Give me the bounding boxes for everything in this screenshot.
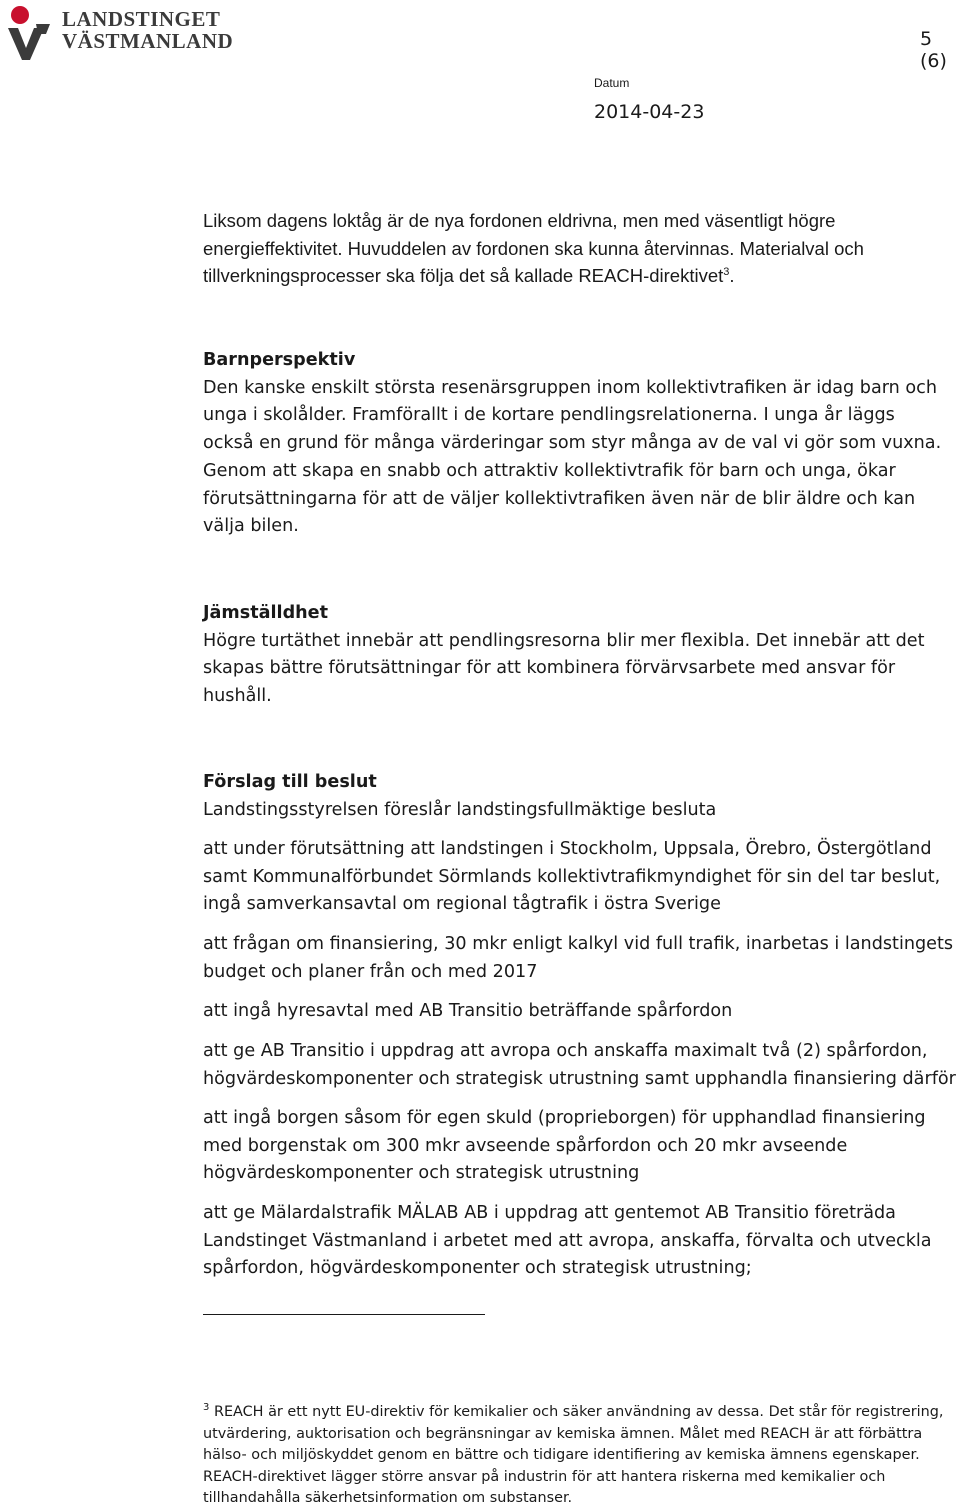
page-number: 5 (6) [920, 28, 947, 72]
section-jamstalldhet [203, 600, 948, 711]
date-value: 2014-04-23 [594, 101, 705, 123]
section-forslag-till-beslut [203, 769, 948, 824]
footnote-reference: 3 [723, 265, 730, 278]
intro-text: Liksom dagens loktåg är de nya fordonen eldrivna, men med väsentligt högre energieffektivitet. Huvuddelen av fordonen ska kunna återvinnas. Materialval och tillverkningsprocesser ska följa det så kallade REACH-direktivet [203, 210, 864, 286]
intro-paragraph [203, 207, 948, 290]
section-heading: Jämställdhet [203, 603, 329, 623]
logo-line-1: LANDSTINGET [62, 7, 221, 31]
footnote [203, 1402, 948, 1510]
section-heading: Förslag till beslut [203, 772, 377, 792]
footnote-separator [203, 1314, 485, 1315]
section-heading: Barnperspektiv [203, 350, 356, 370]
intro-end: . [729, 265, 735, 286]
landstinget-logo [6, 4, 234, 60]
decision-item: att under förutsättning att landstingen i Stockholm, Uppsala, Örebro, Östergötland samt Kommunalförbundet Sörmlands kollektivtrafikmyndighet för sin del tar beslut, ingå samverkansavtal om regional tågtrafik i östra Sverige [203, 839, 941, 915]
footnote-marker: 3 [203, 1402, 210, 1414]
logo-line-2: VÄSTMANLAND [62, 29, 234, 53]
decision-intro: Landstingsstyrelsen föreslår landstingsfullmäktige besluta [203, 799, 717, 820]
section-barnperspektiv [203, 347, 948, 541]
section-text: Högre turtäthet innebär att pendlingsresorna blir mer flexibla. Det innebär att det skapas bättre förutsättningar för att kombinera förvärvsarbete med ansvar för hushåll. [203, 630, 925, 707]
decision-item: att ge Mälardalstrafik MÄLAB AB i uppdrag att gentemot AB Transitio företräda Landstinget Västmanland i arbetet med att avropa, anskaffa, förvalta och utveckla spårfordon, högvärdeskomponenter och strategisk utrustning; [203, 1203, 932, 1279]
decision-item: att ingå hyresavtal med AB Transitio beträffande spårfordon [203, 1001, 733, 1021]
section-text: Den kanske enskilt största resenärsgruppen inom kollektivtrafiken är idag barn och unga i skolålder. Framförallt i de kortare pendlingsrelationerna. I unga år läggs också en grund för många värderingar som styr många av de val vi gör som vuxna. Genom att skapa en snabb och attraktiv kollektivtrafik för barn och unga, ökar förutsättningarna för att de väljer kollektivtrafiken även när de blir äldre och kan välja bilen. [203, 377, 942, 537]
footnote-text: REACH är ett nytt EU-direktiv för kemikalier och säker användning av dessa. Det står för registrering, utvärdering, auktorisation och begränsningar av kemiska ämnen. Målet med REACH är att förbättra hälso- och miljöskyddet genom en bättre och tidigare identifiering av kemiska ämnens egenskaper. REACH-direktivet lägger större ansvar på industrin för att hantera riskerna med kemikalier och tillhandahålla säkerhetsinformation om substanser. [203, 1404, 944, 1507]
decision-item: att ge AB Transitio i uppdrag att avropa och anskaffa maximalt två (2) spårfordon, högvärdeskomponenter och strategisk utrustning samt upphandla finansiering därför [203, 1041, 956, 1089]
decision-item: att frågan om finansiering, 30 mkr enligt kalkyl vid full trafik, inarbetas i landstingets budget och planer från och med 2017 [203, 934, 954, 982]
date-label: Datum [594, 76, 630, 90]
decision-item: att ingå borgen såsom för egen skuld (proprieborgen) för upphandlad finansiering med borgenstak om 300 mkr avseende spårfordon och 20 mkr avseende högvärdeskomponenter och strategisk utrustning [203, 1108, 926, 1184]
landstinget-person-logo-icon [6, 4, 58, 60]
